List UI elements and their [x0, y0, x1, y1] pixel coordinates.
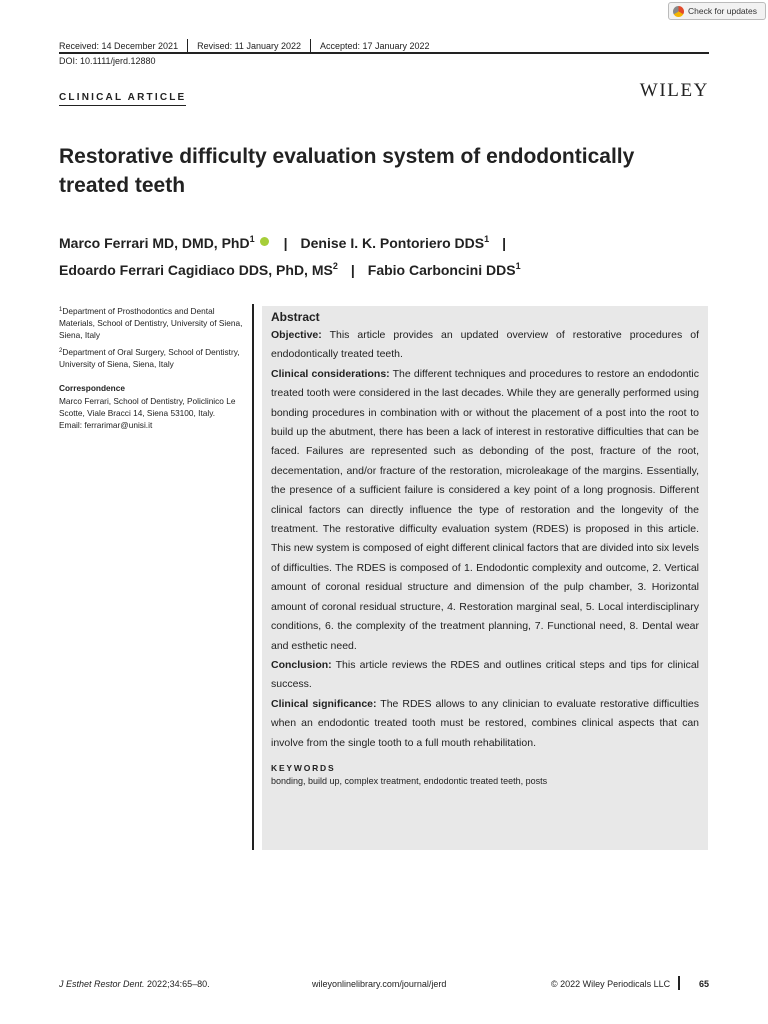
footer-citation: J Esthet Restor Dent. 2022;34:65–80.	[59, 979, 210, 989]
abstract-clinical-considerations: Clinical considerations: The different techniques and procedures to restore an endodontic treated tooth were considered in the last decades. While they are generally performed using bonding procedures in combination with or without the placement of a post into the root to build up the abutment, there has been a lack of interest in restorative difficulties that can be faced. Failures are represented such as debonding of the post, fracture of the root, decementation, and/or fracture of the restoration, microleakage of the margins. Essentially, the presence of a sufficient failure is considered a key point of a long prognosis. Different clinical factors can directly influence the type of restoration and the longevity of the treatment. The restorative difficulty evaluation system (RDES) is proposed in this article. This new system is composed of eight different clinical factors that are divided into six levels of difficulties. The RDES is composed of 1. Endodontic complexity and outcome, 2. Vertical amount of coronal residual structure and dimension of the pulp chamber, 3. Horizontal amount of coronal residual structure, 4. Restoration marginal seal, 5. Local interdisciplinary conditions, 6. the complexity of the treatment planning, 7. Functional need, 8. Dental wear and esthetic need.	[271, 367, 699, 652]
header-rule	[59, 52, 709, 54]
article-history	[59, 39, 430, 53]
keywords-list: bonding, build up, complex treatment, endodontic treated teeth, posts	[271, 775, 548, 786]
author-affiliation-mark: 1	[515, 261, 521, 271]
page-footer	[59, 976, 709, 990]
publisher-logo: WILEY	[639, 80, 709, 101]
affiliation-item: $^2$Department of Oral Surgery, School of Dentistry, University of Siena, Siena, Italy	[59, 347, 240, 369]
abstract-conclusion: Conclusion: This article reviews the RDES and outlines critical steps and tips for clinical success.	[271, 658, 699, 691]
orcid-icon[interactable]	[260, 237, 269, 246]
history-divider	[187, 39, 188, 53]
footer-divider	[678, 976, 680, 990]
footer-copyright: © 2022 Wiley Periodicals LLC	[551, 979, 671, 989]
history-divider	[310, 39, 311, 53]
abstract-objective: Objective: This article provides an updated overview of restorative procedures of endodontically treated teeth.	[271, 329, 699, 361]
article-title: Restorative difficulty evaluation system of endodontically treated teeth	[59, 145, 635, 197]
revised-date: Revised: 11 January 2022	[197, 41, 301, 51]
author-name[interactable]: Denise I. K. Pontoriero DDS	[300, 235, 485, 251]
check-for-updates-label: Check for updates	[688, 6, 757, 16]
author-name[interactable]: Edoardo Ferrari Cagidiaco DDS, PhD, MS	[59, 262, 333, 278]
abstract-box	[262, 306, 708, 850]
author-affiliation-mark: 1	[484, 234, 490, 244]
abstract-heading: Abstract	[271, 310, 320, 324]
abstract-side-rule	[252, 304, 254, 850]
abstract-significance: Clinical significance: The RDES allows to any clinician to evaluate restorative difficulties when an endodontic treated tooth must be restored, combines clinical aspects that can involve from the single tooth to a full mouth rehabilitation.	[271, 697, 699, 749]
correspondence-heading: Correspondence	[59, 383, 125, 393]
affiliations	[59, 304, 244, 431]
footer-url[interactable]: wileyonlinelibrary.com/journal/jerd	[312, 979, 447, 989]
correspondence-email[interactable]: Email: ferrarimar@unisi.it	[59, 420, 153, 430]
accepted-date: Accepted: 17 January 2022	[319, 41, 430, 51]
keywords-heading: KEYWORDS	[271, 762, 336, 773]
author-separator: |	[502, 235, 507, 251]
author-list	[59, 228, 709, 282]
author-name[interactable]: Fabio Carboncini DDS	[367, 262, 516, 278]
page-number: 65	[698, 979, 709, 989]
received-date: Received: 14 December 2021	[59, 41, 179, 51]
correspondence-text: Marco Ferrari, School of Dentistry, Policlinico Le Scotte, Viale Bracci 14, Siena 53100, Italy. Email: ferrarimar@unisi.it	[59, 396, 236, 430]
author-separator: |	[283, 235, 288, 251]
check-for-updates-badge[interactable]	[668, 2, 766, 20]
author-name[interactable]: Marco Ferrari MD, DMD, PhD	[59, 235, 250, 251]
doi[interactable]: DOI: 10.1111/jerd.12880	[59, 56, 156, 66]
affiliation-item: $^1$Department of Prosthodontics and Dental Materials, School of Dentistry, University of Siena, Siena, Italy	[59, 306, 243, 340]
crossmark-icon	[673, 6, 684, 17]
author-separator: |	[350, 262, 355, 278]
author-affiliation-mark: 1	[249, 234, 255, 244]
article-type: CLINICAL ARTICLE	[59, 92, 186, 106]
author-affiliation-mark: 2	[332, 261, 338, 271]
